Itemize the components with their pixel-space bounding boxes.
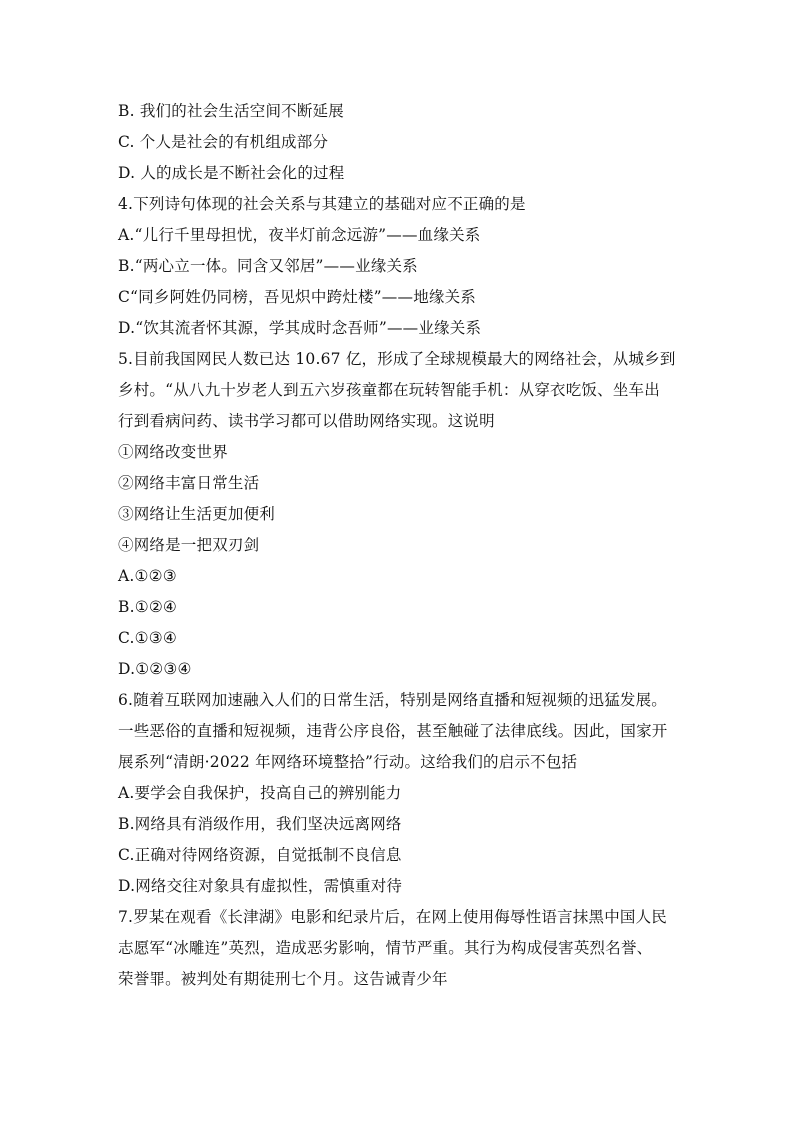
- option-d-q4: D.“饮其流者怀其源，学其成时念吾师”——业缘关系: [118, 319, 482, 337]
- option-a-q4: A.“儿行千里母担忧，夜半灯前念远游”——血缘关系: [118, 226, 481, 244]
- option-b-q3: B. 我们的社会生活空间不断延展: [118, 102, 344, 120]
- question-7-stem-line-1: 7.罗某在观看《长津湖》电影和纪录片后，在网上使用侮辱性语言抹黑中国人民: [118, 908, 667, 926]
- question-5-stem-line-2: 乡村。“从八九十岁老人到五六岁孩童都在玩转智能手机：从穿衣吃饭、坐车出: [118, 381, 660, 399]
- statement-2-q5: ②网络丰富日常生活: [118, 474, 260, 492]
- question-6-stem-line-1: 6.随着互联网加速融入人们的日常生活，特别是网络直播和短视频的迅猛发展。: [118, 691, 667, 709]
- option-c-q5: C.①③④: [118, 629, 177, 647]
- option-b-q5: B.①②④: [118, 598, 178, 616]
- statement-3-q5: ③网络让生活更加便利: [118, 505, 276, 523]
- statement-4-q5: ④网络是一把双刃剑: [118, 536, 260, 554]
- question-5-stem-line-1: 5.目前我国网民人数已达 10.67 亿，形成了全球规模最大的网络社会，从城乡到: [118, 350, 676, 368]
- option-d-q3: D. 人的成长是不断社会化的过程: [118, 164, 345, 182]
- option-a-q6: A.要学会自我保护，投高自己的辨别能力: [118, 784, 402, 802]
- option-a-q5: A.①②③: [118, 567, 177, 585]
- option-b-q6: B.网络具有消级作用，我们坚决远离网络: [118, 815, 402, 833]
- option-c-q4: C“同乡阿姓仍同榜，吾见炽中跨灶楼”——地缘关系: [118, 288, 477, 306]
- document-page: [118, 96, 688, 995]
- option-c-q3: C. 个人是社会的有机组成部分: [118, 133, 329, 151]
- question-5-stem-line-3: 行到看病问药、读书学习都可以借助网络实现。这说明: [118, 412, 495, 430]
- statement-1-q5: ①网络改变世界: [118, 443, 228, 461]
- question-6-stem-line-3: 展系列“清朗·2022 年网络环境整拾”行动。这给我们的启示不包括: [118, 753, 578, 771]
- question-6-stem-line-2: 一些恶俗的直播和短视频，违背公序良俗，甚至触碰了法律底线。因此，国家开: [118, 722, 668, 740]
- option-b-q4: B.“两心立一体。同含又邻居”——业缘关系: [118, 257, 418, 275]
- option-d-q5: D.①②③④: [118, 660, 192, 678]
- option-c-q6: C.正确对待网络资源，自觉抵制不良信息: [118, 846, 402, 864]
- question-4-stem: 4.下列诗句体现的社会关系与其建立的基础对应不正确的是: [118, 195, 526, 213]
- question-7-stem-line-2: 志愿军“冰雕连”英烈，造成恶劣影响，情节严重。其行为构成侵害英烈名誉、: [118, 939, 653, 957]
- question-7-stem-line-3: 荣誉罪。被判处有期徒刑七个月。这告诫青少年: [118, 970, 448, 988]
- option-d-q6: D.网络交往对象具有虚拟性，需慎重对待: [118, 877, 403, 895]
